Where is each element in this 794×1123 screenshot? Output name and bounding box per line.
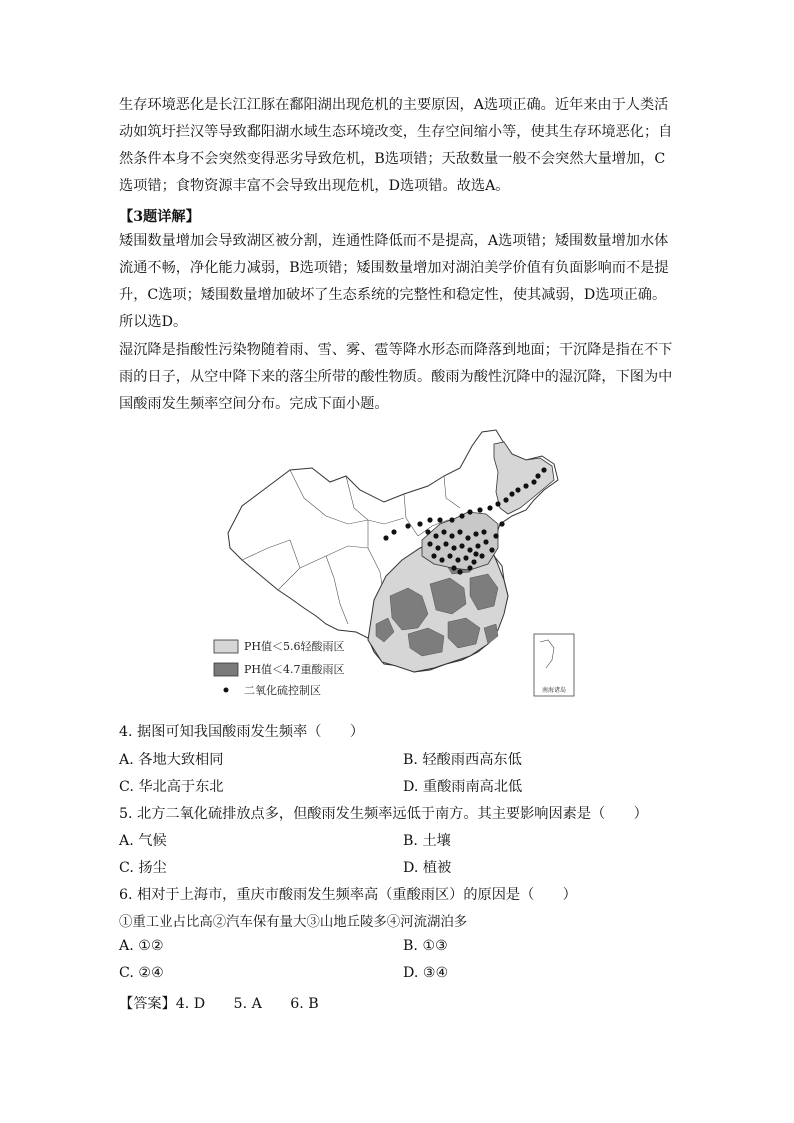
so2-control-dot (443, 541, 448, 546)
question-5-option-d: D. 植被 (403, 860, 452, 876)
so2-control-dot (433, 533, 438, 538)
so2-control-dot (523, 483, 528, 488)
northeast-light-acid-zone (494, 442, 554, 514)
so2-control-dot (503, 497, 508, 502)
so2-control-dot (391, 529, 396, 534)
so2-control-dot (457, 529, 462, 534)
so2-control-dot (477, 507, 482, 512)
so2-control-dot (471, 559, 476, 564)
so2-control-dot (489, 547, 494, 552)
question-6-option-d: D. ③④ (403, 965, 449, 981)
so2-control-dot (473, 551, 478, 556)
legend-heavy-label: PH值＜4.7重酸雨区 (244, 663, 345, 676)
so2-control-dot (425, 529, 430, 534)
so2-control-dot (447, 553, 452, 558)
so2-control-dot (473, 531, 478, 536)
so2-control-dot (535, 473, 540, 478)
so2-control-dot (441, 529, 446, 534)
so2-control-dot (467, 509, 472, 514)
legend-light-label: PH值＜5.6轻酸雨区 (244, 640, 345, 653)
so2-control-dot (463, 555, 468, 560)
so2-control-dot (515, 487, 520, 492)
question-4-stem: 4. 据图可知我国酸雨发生频率（ ） (119, 724, 365, 740)
legend-light-swatch (214, 640, 238, 653)
so2-control-dot (487, 505, 492, 510)
so2-control-dot (467, 565, 472, 570)
so2-control-dot (465, 535, 470, 540)
so2-control-dot (499, 521, 504, 526)
question-5-option-a: A. 气候 (119, 833, 167, 849)
so2-control-dot (439, 557, 444, 562)
question-6-option-c: C. ②④ (119, 965, 164, 981)
so2-control-dot (435, 545, 440, 550)
q3-heading: 【3题详解】 (119, 209, 200, 225)
so2-control-dot (509, 491, 514, 496)
so2-control-dot (479, 553, 484, 558)
question-4-option-c: C. 华北高于东北 (119, 779, 224, 795)
legend-heavy-swatch (214, 663, 238, 676)
so2-control-dot (431, 553, 436, 558)
so2-control-dot (475, 543, 480, 548)
so2-control-dot (449, 517, 454, 522)
map-legend (214, 639, 345, 697)
so2-control-dot (495, 501, 500, 506)
question-4-option-d: D. 重酸雨南高北低 (403, 779, 523, 795)
question-5-option-c: C. 扬尘 (119, 860, 167, 876)
question-5-stem: 5. 北方二氧化硫排放点多，但酸雨发生频率远低于南方。其主要影响因素是（ ） (119, 806, 648, 822)
so2-control-dot (437, 517, 442, 522)
acid-rain-map (208, 428, 580, 700)
so2-control-dot (449, 533, 454, 538)
acid-rain-intro: 湿沉降是指酸性污染物随着雨、雪、雾、雹等降水形态而降落到地面；干沉降是指在不下雨的日子，从空中降下来的落尘所带的酸性物质。酸雨为酸性沉降中的湿沉降，下图为中国酸雨发生频率空间分布。完成下面小题。 (119, 342, 673, 412)
so2-control-dot (451, 545, 456, 550)
question-6-option-b: B. ①③ (403, 938, 448, 954)
so2-control-dot (427, 541, 432, 546)
so2-control-dot (383, 535, 388, 540)
so2-control-dot (455, 557, 460, 562)
so2-control-dot (483, 539, 488, 544)
question-6-statements: ①重工业占比高②汽车保有量大③山地丘陵多④河流湖泊多 (119, 915, 468, 930)
so2-control-dot (427, 517, 432, 522)
question-4-option-b: B. 轻酸雨西高东低 (403, 752, 522, 768)
so2-control-dot (417, 521, 422, 526)
so2-control-dot (481, 529, 486, 534)
question-6-option-a: A. ①② (119, 938, 164, 954)
so2-control-dot (459, 513, 464, 518)
so2-control-dot (459, 543, 464, 548)
question-6-stem: 6. 相对于上海市，重庆市酸雨发生频率高（重酸雨区）的原因是（ ） (119, 887, 577, 903)
so2-control-dot (541, 467, 546, 472)
question-4-option-a: A. 各地大致相同 (119, 752, 224, 768)
inset-label: 南海诸岛 (541, 687, 567, 694)
so2-control-dot (467, 547, 472, 552)
so2-control-dot (531, 479, 536, 484)
q3-explanation: 矮围数量增加会导致湖区被分割，连通性降低而不是提高，A选项错；矮围数量增加水体流通不畅，净化能力减弱，B选项错；矮围数量增加对湖泊美学价值有负面影响而不是提升，C选项；矮围数量增加破坏了生态系统的完整性和稳定性，使其减弱，D选项正确。所以选D。 (119, 233, 669, 330)
so2-control-dot (457, 569, 462, 574)
so2-control-dot (405, 523, 410, 528)
so2-control-dot (451, 565, 456, 570)
so2-control-dot (493, 533, 498, 538)
answer-line: 【答案】4. D 5. A 6. B (119, 996, 319, 1012)
question-5-option-b: B. 土壤 (403, 833, 451, 849)
intro-paragraph: 生存环境恶化是长江江豚在鄱阳湖出现危机的主要原因，A选项正确。近年来由于人类活动如筑圩拦汉等导致鄱阳湖水域生态环境改变，生存空间缩小等，使其生存环境恶化；自然条件本身不会突然变得恶劣导致危机，B选项错；天敌数量一般不会突然大量增加，C选项错；食物资源丰富不会导致出现危机，D选项错。故选A。 (119, 97, 673, 194)
legend-dot-symbol (224, 688, 229, 693)
legend-so2-label: 二氧化硫控制区 (244, 684, 321, 697)
